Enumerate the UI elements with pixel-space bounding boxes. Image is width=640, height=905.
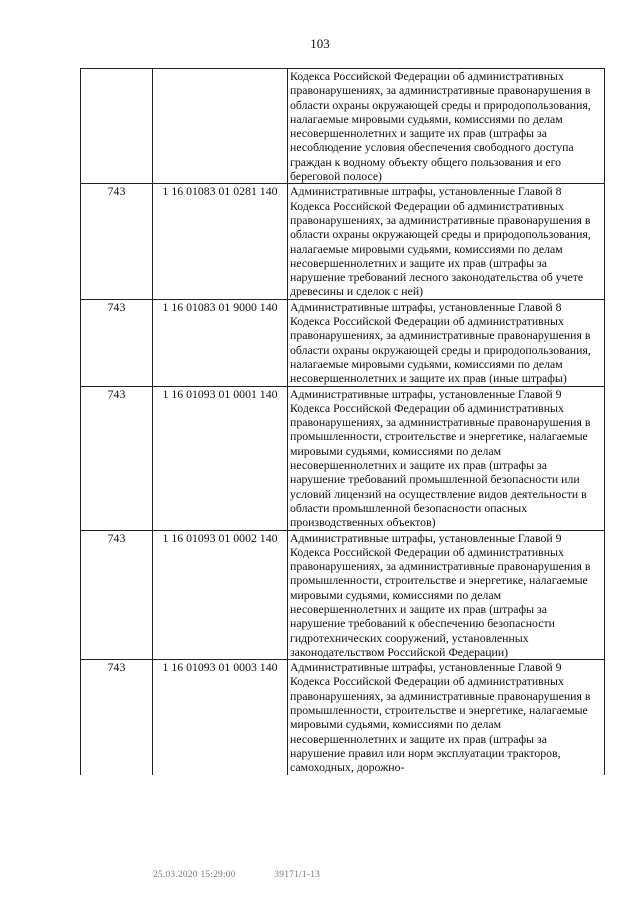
page-number: 103 <box>310 36 330 51</box>
table-row <box>81 299 605 386</box>
description-cell: Административные штрафы, установленные Главой 8 Кодекса Российской Федерации об административных правонарушениях, за административные правонарушения в области охраны окружающей среды и природопользования, налагаемые мировыми судьями, комиссиями по делам несовершеннолетних и защите их прав (штрафы за нарушение требований лесного законодательства об учете древесины и сделок с ней) <box>288 184 605 299</box>
kbk-code-cell: 1 16 01093 01 0001 140 <box>153 386 288 530</box>
kbk-code-cell <box>153 69 288 184</box>
admin-code-cell <box>81 69 153 184</box>
table-row <box>81 69 605 184</box>
table-row <box>81 386 605 530</box>
description-cell: Кодекса Российской Федерации об административных правонарушениях, за административные правонарушения в области охраны окружающей среды и природопользования, налагаемые мировыми судьями, комиссиями по делам несовершеннолетних и защите их прав (штрафы за несоблюдение условия обеспечения свободного доступа граждан к водному объекту общего пользования и его береговой полосе) <box>288 69 605 184</box>
description-cell: Административные штрафы, установленные Главой 9 Кодекса Российской Федерации об административных правонарушениях, за административные правонарушения в промышленности, строительстве и энергетике, налагаемые мировыми судьями, комиссиями по делам несовершеннолетних и защите их прав (штрафы за нарушение требований промышленной безопасности или условий лицензий на осуществление видов деятельности в области промышленной безопасности опасных производственных объектов) <box>288 386 605 530</box>
admin-code-cell: 743 <box>81 299 153 386</box>
admin-code-cell: 743 <box>81 386 153 530</box>
budget-codes-table <box>80 68 605 775</box>
table-row <box>81 660 605 775</box>
document-footer <box>153 870 320 881</box>
table-row <box>81 184 605 299</box>
admin-code-cell: 743 <box>81 184 153 299</box>
kbk-code-cell: 1 16 01083 01 9000 140 <box>153 299 288 386</box>
admin-code-cell: 743 <box>81 660 153 775</box>
description-cell: Административные штрафы, установленные Главой 8 Кодекса Российской Федерации об административных правонарушениях, за административные правонарушения в области охраны окружающей среды и природопользования, налагаемые мировыми судьями, комиссиями по делам несовершеннолетних и защите их прав (иные штрафы) <box>288 299 605 386</box>
kbk-code-cell: 1 16 01093 01 0003 140 <box>153 660 288 775</box>
table-row <box>81 530 605 660</box>
admin-code-cell: 743 <box>81 530 153 660</box>
footer-timestamp: 25.03.2020 15:29:00 <box>153 870 236 880</box>
footer-document-ref: 39171/1-13 <box>274 870 321 880</box>
description-cell: Административные штрафы, установленные Главой 9 Кодекса Российской Федерации об административных правонарушениях, за административные правонарушения в промышленности, строительстве и энергетике, налагаемые мировыми судьями, комиссиями по делам несовершеннолетних и защите их прав (штрафы за нарушение правил или норм эксплуатации тракторов, самоходных, дорожно- <box>288 660 605 775</box>
kbk-code-cell: 1 16 01083 01 0281 140 <box>153 184 288 299</box>
kbk-code-cell: 1 16 01093 01 0002 140 <box>153 530 288 660</box>
description-cell: Административные штрафы, установленные Главой 9 Кодекса Российской Федерации об административных правонарушениях, за административные правонарушения в промышленности, строительстве и энергетике, налагаемые мировыми судьями, комиссиями по делам несовершеннолетних и защите их прав (штрафы за нарушение требований к обеспечению безопасности гидротехнических сооружений, установленных законодательством Российской Федерации) <box>288 530 605 660</box>
